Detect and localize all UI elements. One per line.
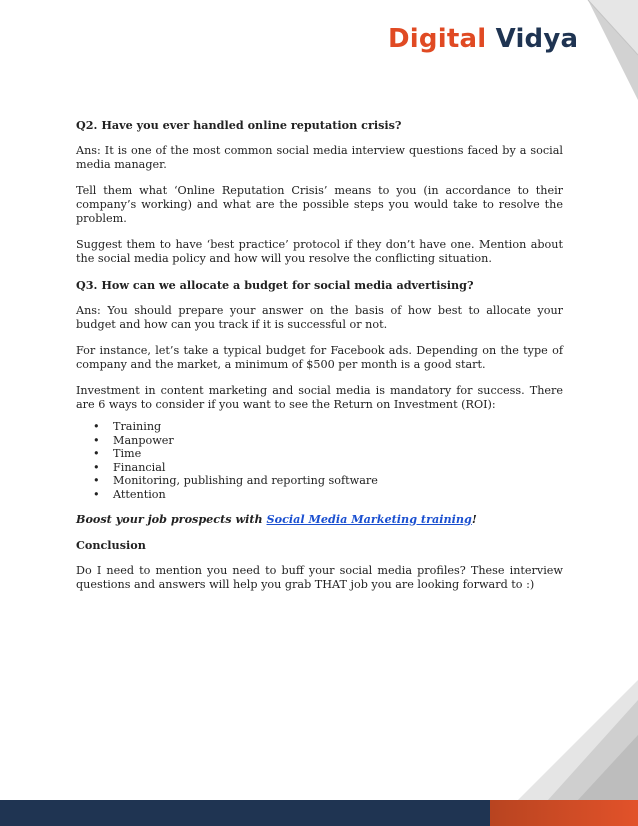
- list-item: • Manpower: [113, 434, 563, 448]
- list-item: • Monitoring, publishing and reporting software: [113, 474, 563, 488]
- boost-suffix: !: [471, 511, 477, 526]
- footer-bar: [0, 800, 638, 826]
- digital-vidya-logo: [388, 24, 578, 54]
- q2-paragraph: Suggest them to have ‘best practice’ protocol if they don’t have one. Mention about the social media policy and how will you resolve the conflicting situation.: [76, 238, 563, 265]
- list-item: • Attention: [113, 488, 563, 502]
- logo-word-digital: Digital: [388, 24, 487, 54]
- q2-answer-paragraph: Ans: It is one of the most common social media interview questions faced by a social media manager.: [76, 144, 563, 171]
- q3-paragraph: Investment in content marketing and social media is mandatory for success. There are 6 ways to consider if you want to see the Return on Investment (ROI):: [76, 384, 563, 411]
- q2-heading: Q2. Have you ever handled online reputation crisis?: [76, 118, 402, 132]
- footer-navy-band: [0, 800, 490, 826]
- list-item: • Financial: [113, 461, 563, 475]
- q3-heading: Q3. How can we allocate a budget for social media advertising?: [76, 278, 474, 292]
- q2-paragraph: Tell them what ‘Online Reputation Crisis’ means to you (in accordance to their company’s working) and what are the possible steps you would take to resolve the problem.: [76, 184, 563, 225]
- boost-prefix: Boost your job prospects with: [76, 511, 267, 526]
- q3-answer-paragraph: Ans: You should prepare your answer on the basis of how best to allocate your budget and how can you track if it is successful or not.: [76, 304, 563, 331]
- footer-fold-decoration: [508, 680, 638, 800]
- smm-training-link[interactable]: Social Media Marketing training: [266, 511, 472, 526]
- logo-word-vidya: Vidya: [495, 24, 579, 54]
- list-item: • Time: [113, 447, 563, 461]
- conclusion-heading: Conclusion: [76, 537, 146, 552]
- conclusion-paragraph: Do I need to mention you need to buff your social media profiles? These interview questions and answers will help you grab THAT job you are looking forward to :): [76, 563, 563, 591]
- roi-bullet-list: [76, 420, 563, 502]
- document-body: [76, 118, 563, 604]
- list-item: • Training: [113, 420, 563, 434]
- boost-callout: [76, 512, 563, 526]
- q3-paragraph: For instance, let’s take a typical budget for Facebook ads. Depending on the type of company and the market, a minimum of $500 per month is a good start.: [76, 344, 563, 371]
- footer-orange-band: [490, 800, 638, 826]
